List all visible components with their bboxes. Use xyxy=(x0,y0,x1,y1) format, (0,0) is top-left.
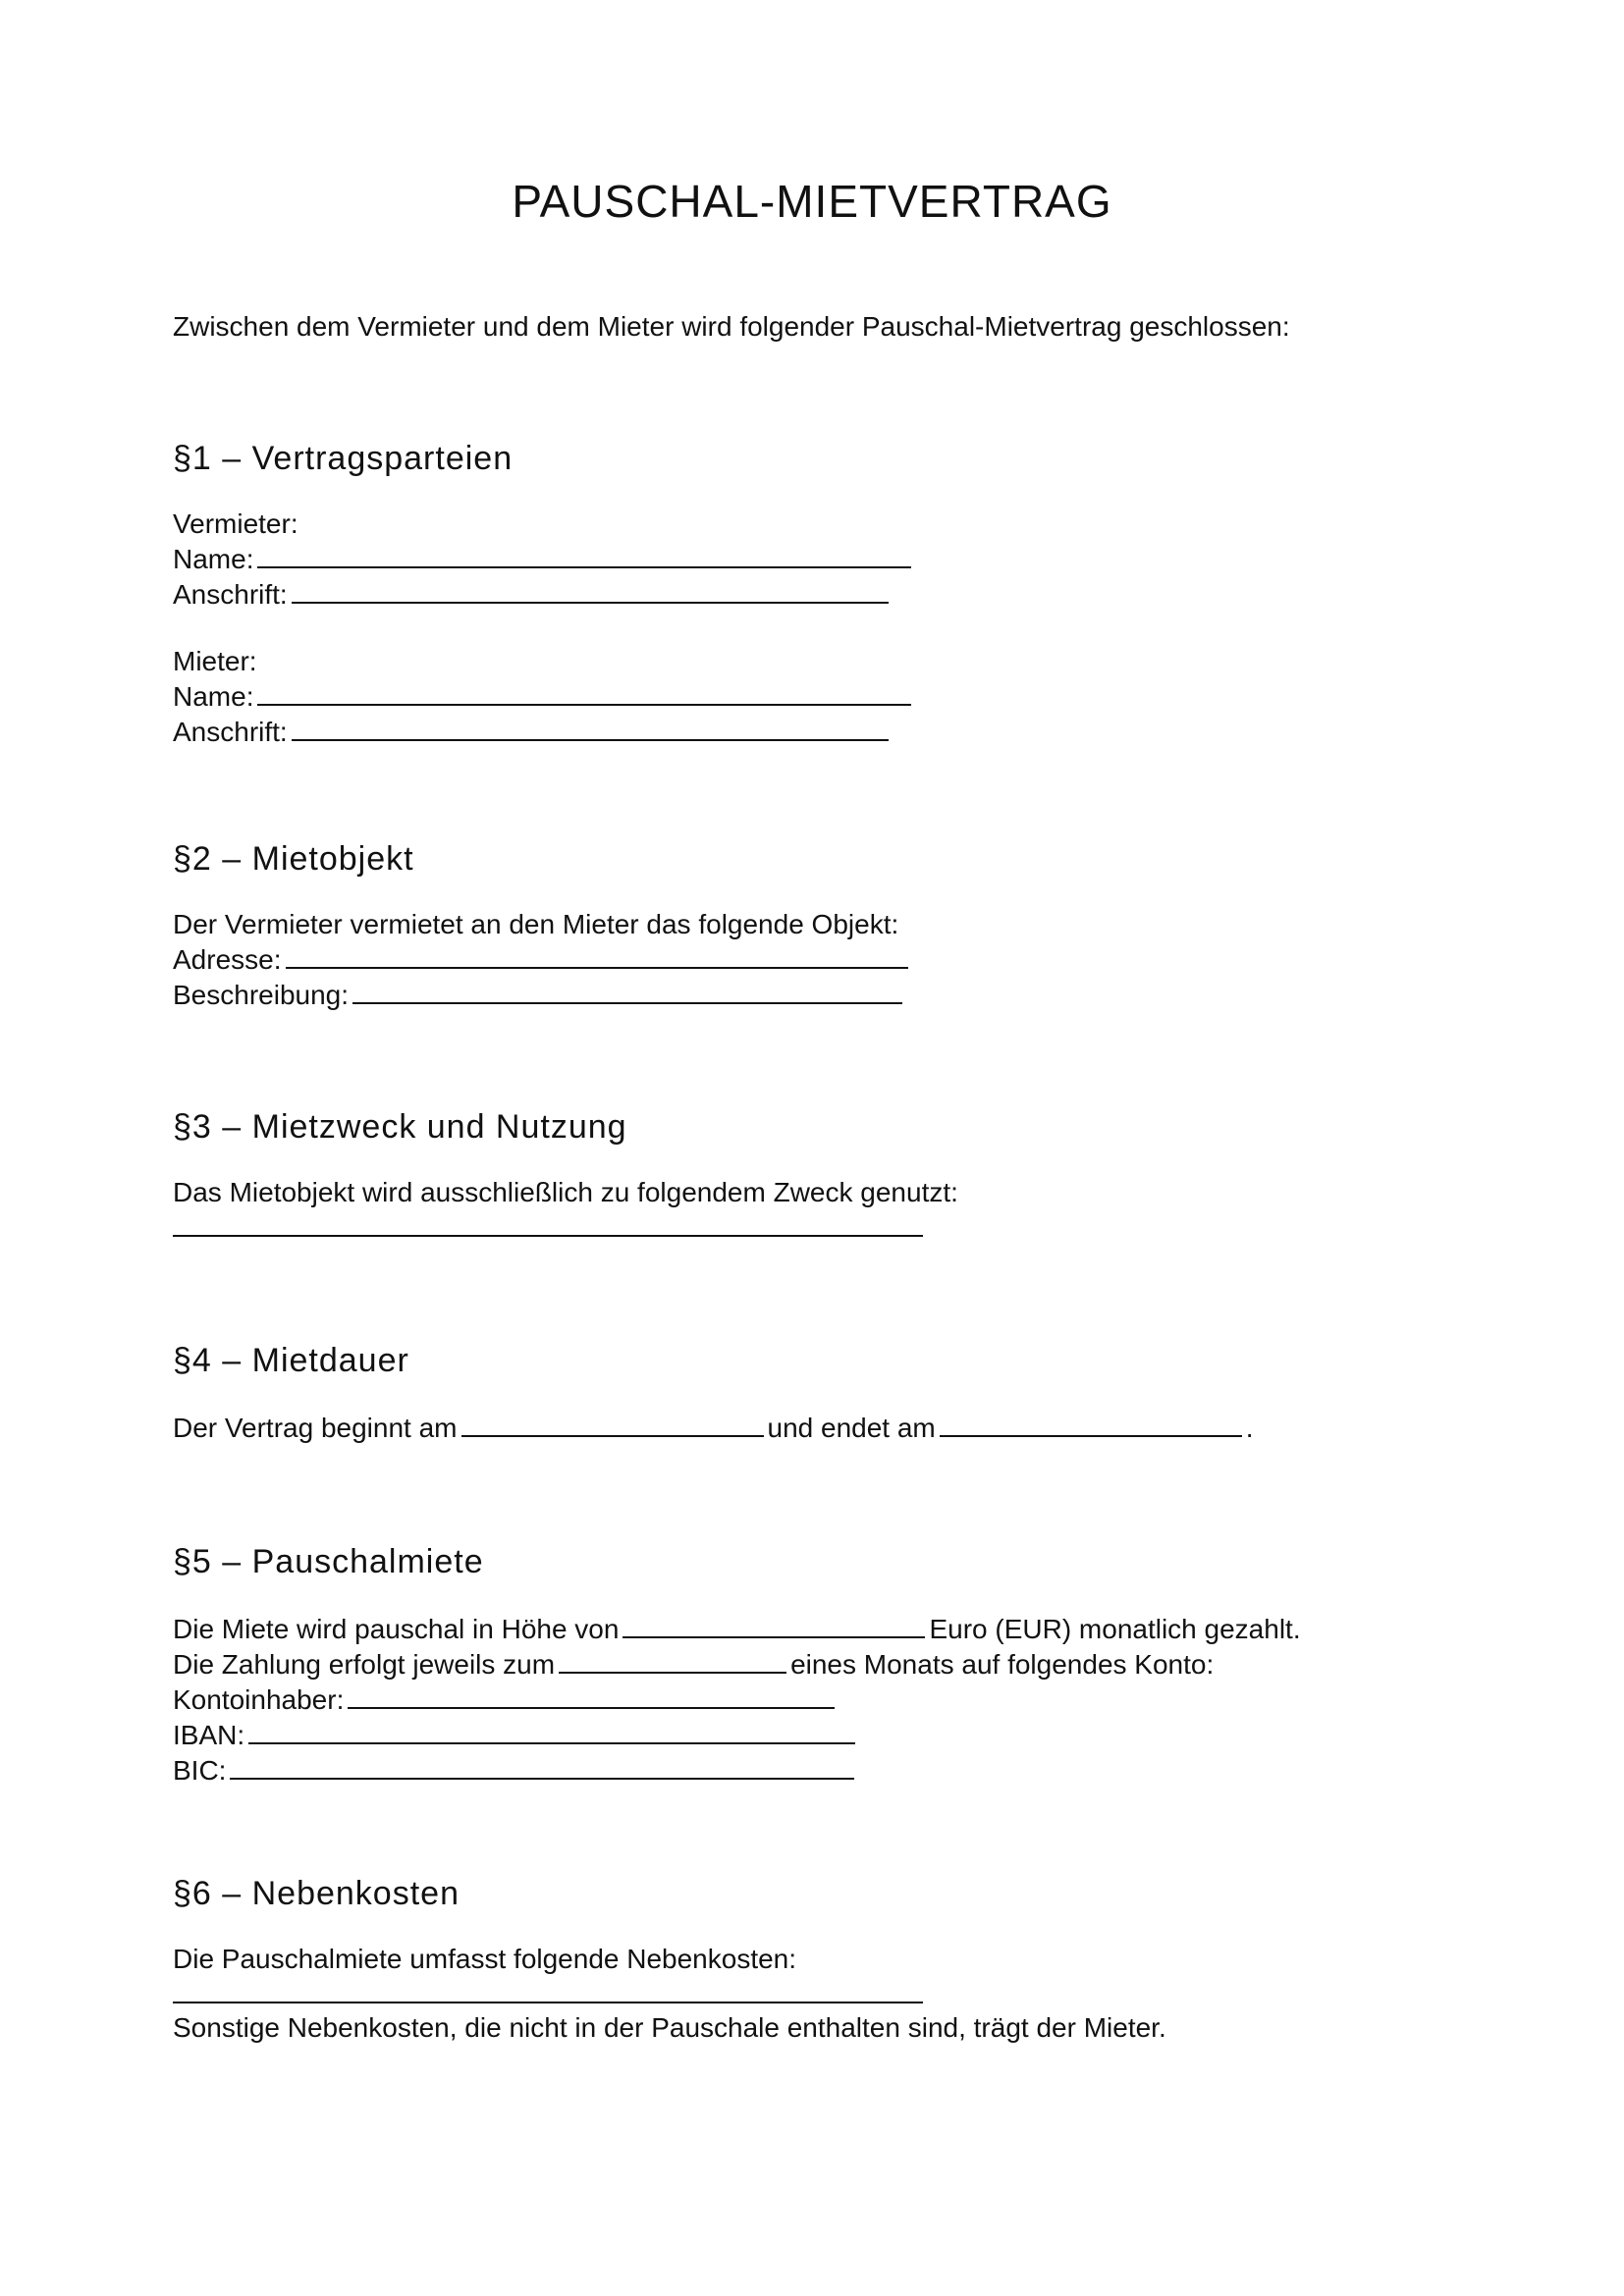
tenant-address-field[interactable] xyxy=(292,714,889,741)
rent-row xyxy=(173,1611,1469,1646)
address-label: Anschrift: xyxy=(173,717,288,747)
duration-text-end: . xyxy=(1245,1413,1254,1443)
section-pauschalmiete xyxy=(173,1542,1469,1788)
section-vertragsparteien xyxy=(173,439,1469,749)
rent-text-start: Die Miete wird pauschal in Höhe von xyxy=(173,1614,620,1644)
section-body xyxy=(173,507,1469,749)
section-body xyxy=(173,1943,1469,2045)
section-heading: §3 – Mietzweck und Nutzung xyxy=(173,1108,627,1146)
bic-label: BIC: xyxy=(173,1755,227,1786)
account-holder-label: Kontoinhaber: xyxy=(173,1684,345,1715)
end-date-field[interactable] xyxy=(940,1410,1242,1437)
section-body xyxy=(173,1611,1469,1788)
landlord-name-field[interactable] xyxy=(257,541,911,568)
name-label: Name: xyxy=(173,544,254,574)
address-label: Anschrift: xyxy=(173,579,288,610)
bic-field[interactable] xyxy=(230,1752,854,1780)
rent-text-end: Euro (EUR) monatlich gezahlt. xyxy=(929,1614,1301,1644)
description-label: Beschreibung: xyxy=(173,980,350,1010)
object-address-row xyxy=(173,941,1469,977)
section-body xyxy=(173,908,1469,1012)
iban-label: IBAN: xyxy=(173,1720,245,1750)
section-mietdauer xyxy=(173,1341,1469,1445)
tenant-address-row xyxy=(173,714,1469,749)
payment-text-start: Die Zahlung erfolgt jeweils zum xyxy=(173,1649,556,1680)
tenant-name-field[interactable] xyxy=(257,678,911,706)
name-label: Name: xyxy=(173,681,254,712)
intro-text: Zwischen dem Vermieter und dem Mieter wird folgender Pauschal-Mietvertrag geschlossen: xyxy=(173,311,1290,342)
duration-text-middle: und endet am xyxy=(767,1413,936,1443)
landlord-label: Vermieter: xyxy=(173,508,298,539)
duration-text-start: Der Vertrag beginnt am xyxy=(173,1413,458,1443)
object-description-field[interactable] xyxy=(352,977,902,1004)
document-title: PAUSCHAL-MIETVERTRAG xyxy=(512,176,1112,227)
section-heading: §4 – Mietdauer xyxy=(173,1342,409,1379)
iban-field[interactable] xyxy=(248,1717,855,1744)
bic-row xyxy=(173,1752,1469,1788)
section-nebenkosten xyxy=(173,1874,1469,2045)
section-body xyxy=(173,1410,1469,1445)
tenant-name-row xyxy=(173,678,1469,714)
payment-day-field[interactable] xyxy=(559,1646,786,1674)
start-date-field[interactable] xyxy=(461,1410,764,1437)
object-description-row xyxy=(173,977,1469,1012)
section-heading: §2 – Mietobjekt xyxy=(173,840,414,878)
payment-text-end: eines Monats auf folgendes Konto: xyxy=(790,1649,1215,1680)
section-body xyxy=(173,1176,1469,1245)
tenant-label: Mieter: xyxy=(173,646,257,676)
landlord-name-row xyxy=(173,541,1469,576)
landlord-address-row xyxy=(173,576,1469,612)
account-holder-row xyxy=(173,1682,1469,1717)
landlord-address-field[interactable] xyxy=(292,576,889,604)
section-heading: §6 – Nebenkosten xyxy=(173,1875,460,1912)
duration-row xyxy=(173,1410,1469,1445)
section-heading: §1 – Vertragsparteien xyxy=(173,440,514,477)
section-mietobjekt xyxy=(173,839,1469,1012)
included-costs-field[interactable] xyxy=(173,1976,923,2003)
section-text: Die Pauschalmiete umfasst folgende Nebenkosten: xyxy=(173,1944,797,1974)
payment-row xyxy=(173,1646,1469,1682)
section-mietzweck xyxy=(173,1107,1469,1245)
object-address-field[interactable] xyxy=(286,941,908,969)
section-heading: §5 – Pauschalmiete xyxy=(173,1543,484,1580)
iban-row xyxy=(173,1717,1469,1752)
purpose-row xyxy=(173,1209,1469,1245)
rent-amount-field[interactable] xyxy=(623,1611,925,1638)
address-label: Adresse: xyxy=(173,944,282,975)
included-costs-row xyxy=(173,1976,1469,2011)
closing-text: Sonstige Nebenkosten, die nicht in der Pauschale enthalten sind, trägt der Mieter. xyxy=(173,2012,1166,2043)
purpose-field[interactable] xyxy=(173,1209,923,1237)
section-text: Der Vermieter vermietet an den Mieter das folgende Objekt: xyxy=(173,909,899,939)
account-holder-field[interactable] xyxy=(348,1682,835,1709)
section-text: Das Mietobjekt wird ausschließlich zu folgendem Zweck genutzt: xyxy=(173,1177,958,1207)
